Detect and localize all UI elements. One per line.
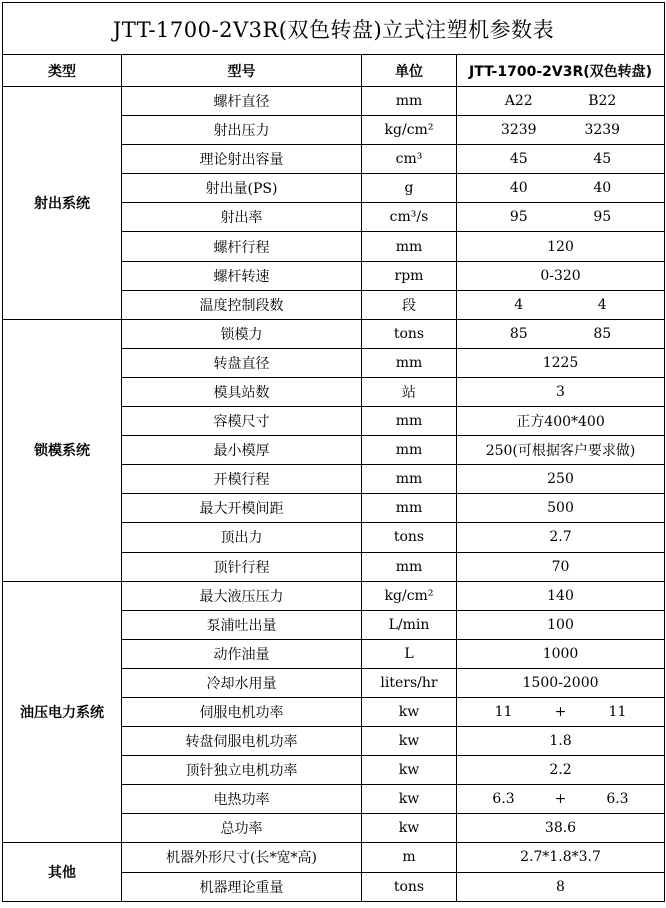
value-b: 3239 <box>584 122 621 139</box>
param-unit: 段 <box>362 290 457 319</box>
param-unit: kw <box>362 697 457 726</box>
value-a: 40 <box>509 180 528 197</box>
value-pair <box>457 180 664 196</box>
param-value: 38.6 <box>457 814 665 843</box>
group-hydraulic: 油压电力系统 <box>3 581 122 843</box>
param-value: 正方400*400 <box>457 407 665 436</box>
param-value <box>457 697 665 726</box>
param-name: 最大开模间距 <box>122 494 362 523</box>
value-a: 85 <box>509 325 528 342</box>
value-pair <box>457 209 664 225</box>
value-b: 95 <box>593 209 612 226</box>
param-name: 总功率 <box>122 814 362 843</box>
param-name: 射出压力 <box>122 116 362 145</box>
value-b: B22 <box>588 93 617 110</box>
param-unit: rpm <box>362 261 457 290</box>
value-a: 4 <box>514 296 524 313</box>
param-name: 冷却水用量 <box>122 668 362 697</box>
param-name: 电热功率 <box>122 785 362 814</box>
param-value: 70 <box>457 552 665 581</box>
param-value: 1000 <box>457 639 665 668</box>
header-model: 型号 <box>122 55 362 87</box>
value-pair <box>457 151 664 167</box>
param-value <box>457 145 665 174</box>
param-name: 开模行程 <box>122 465 362 494</box>
param-name: 射出率 <box>122 203 362 232</box>
param-unit: kg/cm² <box>362 116 457 145</box>
param-value: 0-320 <box>457 261 665 290</box>
param-name: 转盘直径 <box>122 348 362 377</box>
param-unit: L/min <box>362 610 457 639</box>
param-value <box>457 203 665 232</box>
param-value: 2.2 <box>457 756 665 785</box>
param-name: 机器理论重量 <box>122 872 362 901</box>
param-value <box>457 785 665 814</box>
param-name: 顶针行程 <box>122 552 362 581</box>
value-b: 11 <box>608 704 627 721</box>
param-unit: mm <box>362 87 457 116</box>
value-a: 6.3 <box>492 791 515 808</box>
value-pair <box>457 326 664 342</box>
param-unit: tons <box>362 523 457 552</box>
param-unit: tons <box>362 872 457 901</box>
param-name: 最大液压压力 <box>122 581 362 610</box>
param-unit: kg/cm² <box>362 581 457 610</box>
param-value: 140 <box>457 581 665 610</box>
param-unit: mm <box>362 232 457 261</box>
value-pair <box>457 297 664 313</box>
header-type: 类型 <box>3 55 122 87</box>
param-value: 1500-2000 <box>457 668 665 697</box>
param-name: 模具站数 <box>122 377 362 406</box>
param-unit: mm <box>362 552 457 581</box>
param-value: 120 <box>457 232 665 261</box>
param-name: 顶针独立电机功率 <box>122 756 362 785</box>
table-row <box>3 581 665 610</box>
param-unit: kw <box>362 727 457 756</box>
param-value: 8 <box>457 872 665 901</box>
param-value <box>457 116 665 145</box>
value-pair <box>457 791 664 807</box>
param-name: 温度控制段数 <box>122 290 362 319</box>
param-unit: L <box>362 639 457 668</box>
param-value <box>457 290 665 319</box>
table-row <box>3 843 665 872</box>
value-b: 6.3 <box>606 791 629 808</box>
param-value: 500 <box>457 494 665 523</box>
param-value: 250(可根据客户要求做) <box>457 436 665 465</box>
param-name: 转盘伺服电机功率 <box>122 727 362 756</box>
param-value: 2.7 <box>457 523 665 552</box>
param-unit: cm³ <box>362 145 457 174</box>
param-name: 螺杆行程 <box>122 232 362 261</box>
value-a: 3239 <box>500 122 537 139</box>
param-unit: cm³/s <box>362 203 457 232</box>
header-unit: 单位 <box>362 55 457 87</box>
param-name: 理论射出容量 <box>122 145 362 174</box>
param-name: 容模尺寸 <box>122 407 362 436</box>
param-name: 顶出力 <box>122 523 362 552</box>
group-clamping: 锁模系统 <box>3 319 122 581</box>
param-unit: kw <box>362 785 457 814</box>
param-name: 泵浦吐出量 <box>122 610 362 639</box>
param-name: 锁模力 <box>122 319 362 348</box>
param-value <box>457 319 665 348</box>
param-value: 100 <box>457 610 665 639</box>
param-name: 螺杆直径 <box>122 87 362 116</box>
param-value: 2.7*1.8*3.7 <box>457 843 665 872</box>
param-value: 250 <box>457 465 665 494</box>
param-name: 螺杆转速 <box>122 261 362 290</box>
value-a: 45 <box>509 151 528 168</box>
param-unit: m <box>362 843 457 872</box>
value-a: A22 <box>504 93 533 110</box>
param-name: 最小模厚 <box>122 436 362 465</box>
param-unit: kw <box>362 814 457 843</box>
value-pair <box>457 704 664 720</box>
value-operator: + <box>554 791 567 808</box>
param-value <box>457 174 665 203</box>
param-unit: mm <box>362 465 457 494</box>
value-b: 4 <box>597 296 607 313</box>
param-value: 1225 <box>457 348 665 377</box>
table-row <box>3 319 665 348</box>
value-b: 40 <box>593 180 612 197</box>
param-unit: g <box>362 174 457 203</box>
table-title: JTT-1700-2V3R(双色转盘)立式注塑机参数表 <box>3 3 665 55</box>
value-a: 95 <box>509 209 528 226</box>
param-unit: 站 <box>362 377 457 406</box>
param-name: 动作油量 <box>122 639 362 668</box>
value-b: 45 <box>593 151 612 168</box>
param-name: 机器外形尺寸(长*宽*高) <box>122 843 362 872</box>
param-value <box>457 87 665 116</box>
value-b: 85 <box>593 325 612 342</box>
group-injection: 射出系统 <box>3 87 122 320</box>
param-name: 射出量(PS) <box>122 174 362 203</box>
table-row <box>3 87 665 116</box>
param-unit: mm <box>362 407 457 436</box>
header-machine: JTT-1700-2V3R(双色转盘) <box>457 55 665 87</box>
param-unit: tons <box>362 319 457 348</box>
spec-table <box>2 2 665 902</box>
value-pair <box>457 93 664 109</box>
param-value: 1.8 <box>457 727 665 756</box>
param-unit: mm <box>362 436 457 465</box>
param-unit: mm <box>362 348 457 377</box>
param-unit: mm <box>362 494 457 523</box>
param-unit: kw <box>362 756 457 785</box>
value-operator: + <box>554 704 567 721</box>
param-name: 伺服电机功率 <box>122 697 362 726</box>
param-value: 3 <box>457 377 665 406</box>
value-a: 11 <box>494 704 513 721</box>
group-other: 其他 <box>3 843 122 901</box>
value-pair <box>457 122 664 138</box>
param-unit: liters/hr <box>362 668 457 697</box>
spec-body <box>3 87 665 902</box>
